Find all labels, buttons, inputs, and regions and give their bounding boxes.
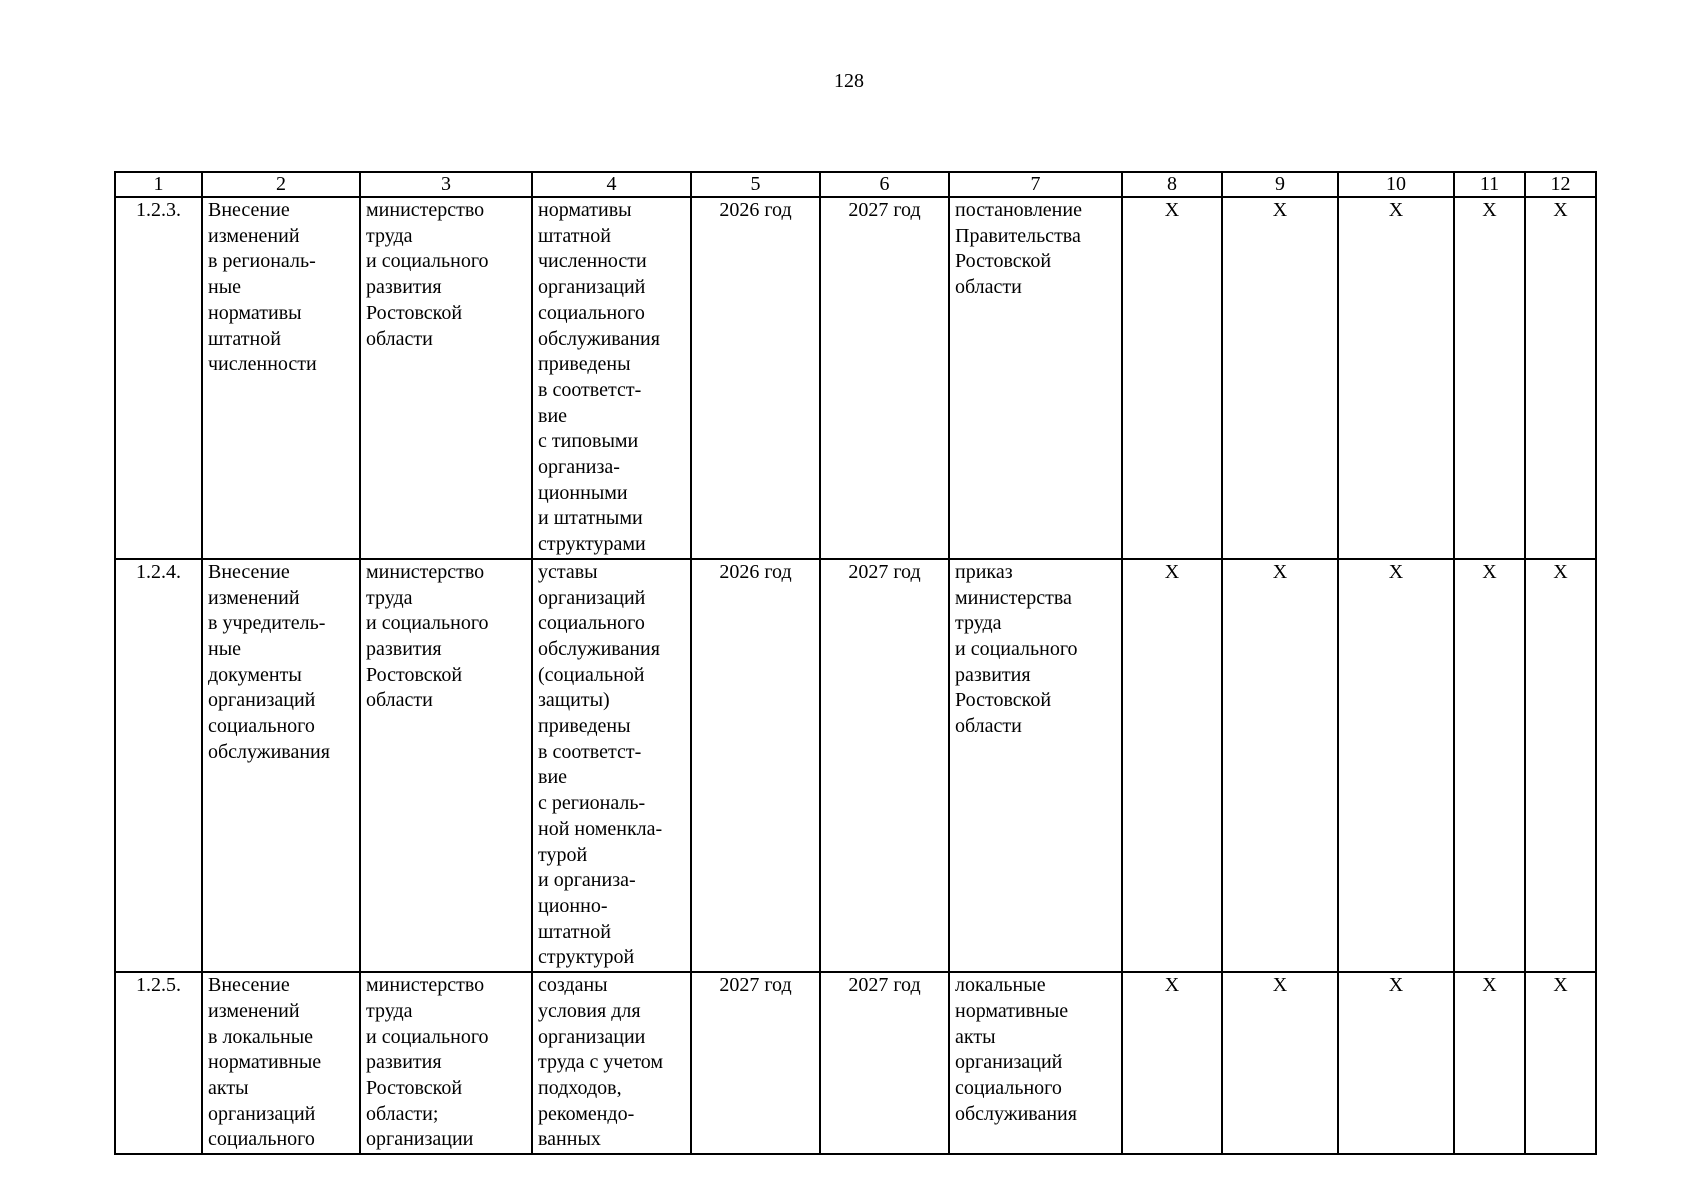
item-number-cell: 1.2.4. — [115, 559, 202, 972]
action-cell: Внесение изменений в локальные нормативные акты организаций социального — [202, 972, 360, 1154]
column-number: 3 — [360, 172, 532, 197]
document-cell: локальные нормативные акты организаций социального обслуживания — [949, 972, 1122, 1154]
result-cell: нормативы штатной численности организаций социального обслуживания приведены в соответст- вие с типовыми организа- ционными и штатными структурами — [532, 197, 691, 559]
column-number: 6 — [820, 172, 949, 197]
column-number: 5 — [691, 172, 820, 197]
column-number: 2 — [202, 172, 360, 197]
start-date-cell: 2027 год — [691, 972, 820, 1154]
col10-cell: X — [1338, 972, 1454, 1154]
end-date-cell: 2027 год — [820, 559, 949, 972]
column-number: 11 — [1454, 172, 1525, 197]
page-number: 128 — [834, 70, 864, 92]
start-date-cell: 2026 год — [691, 559, 820, 972]
executor-cell: министерство труда и социального развития Ростовской области; организации — [360, 972, 532, 1154]
col12-cell: X — [1525, 972, 1596, 1154]
col11-cell: X — [1454, 559, 1525, 972]
start-date-cell: 2026 год — [691, 197, 820, 559]
action-cell: Внесение изменений в региональ- ные нормативы штатной численности — [202, 197, 360, 559]
col9-cell: X — [1222, 972, 1338, 1154]
column-number: 7 — [949, 172, 1122, 197]
document-cell: приказ министерства труда и социального развития Ростовской области — [949, 559, 1122, 972]
col10-cell: X — [1338, 197, 1454, 559]
col10-cell: X — [1338, 559, 1454, 972]
action-cell: Внесение изменений в учредитель- ные документы организаций социального обслуживания — [202, 559, 360, 972]
column-number: 12 — [1525, 172, 1596, 197]
column-number: 10 — [1338, 172, 1454, 197]
col8-cell: X — [1122, 197, 1222, 559]
table-row — [115, 972, 1596, 1154]
col11-cell: X — [1454, 197, 1525, 559]
result-cell: созданы условия для организации труда с учетом подходов, рекомендо- ванных — [532, 972, 691, 1154]
column-number-row — [115, 172, 1596, 197]
item-number-cell: 1.2.5. — [115, 972, 202, 1154]
action-plan-table — [114, 171, 1597, 1155]
col9-cell: X — [1222, 559, 1338, 972]
column-number: 9 — [1222, 172, 1338, 197]
col8-cell: X — [1122, 972, 1222, 1154]
col12-cell: X — [1525, 559, 1596, 972]
col8-cell: X — [1122, 559, 1222, 972]
document-cell: постановление Правительства Ростовской области — [949, 197, 1122, 559]
column-number: 1 — [115, 172, 202, 197]
col9-cell: X — [1222, 197, 1338, 559]
executor-cell: министерство труда и социального развития Ростовской области — [360, 197, 532, 559]
column-number: 8 — [1122, 172, 1222, 197]
table-row — [115, 197, 1596, 559]
item-number-cell: 1.2.3. — [115, 197, 202, 559]
col12-cell: X — [1525, 197, 1596, 559]
executor-cell: министерство труда и социального развития Ростовской области — [360, 559, 532, 972]
result-cell: уставы организаций социального обслуживания (социальной защиты) приведены в соответст- вие с региональ- ной номенкла- турой и организа- ционно- штатной структурой — [532, 559, 691, 972]
end-date-cell: 2027 год — [820, 972, 949, 1154]
col11-cell: X — [1454, 972, 1525, 1154]
column-number: 4 — [532, 172, 691, 197]
end-date-cell: 2027 год — [820, 197, 949, 559]
table-row — [115, 559, 1596, 972]
